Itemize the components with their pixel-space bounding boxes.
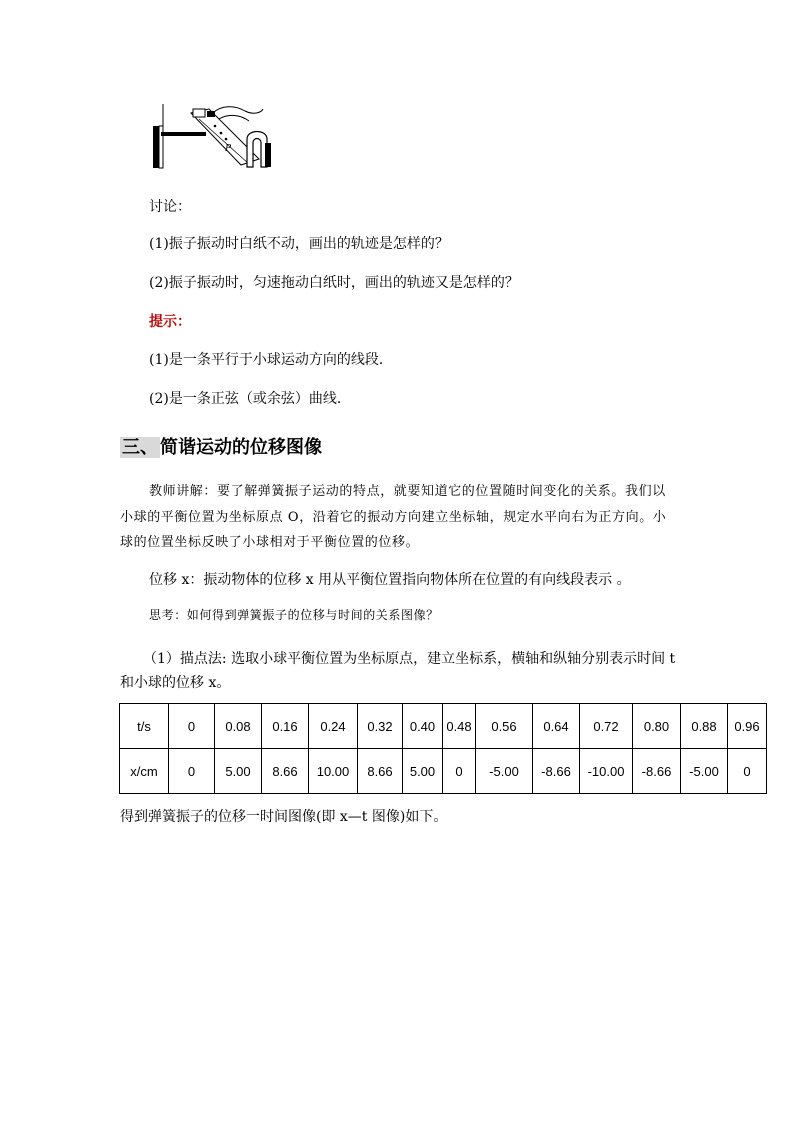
method-line-2: 和小球的位移 x。 (120, 675, 231, 691)
table-cell: 0.56 (476, 704, 533, 749)
table-cell: 0 (443, 749, 476, 794)
teacher-explanation-line-2: 小球的平衡位置为坐标原点 O，沿着它的振动方向建立坐标轴，规定水平向右为正方向。小 (120, 510, 667, 525)
table-cell: 0 (728, 749, 767, 794)
teacher-explanation-line-1: 教师讲解：要了解弹簧振子运动的特点，就要知道它的位置随时间变化的关系。我们以 (149, 484, 666, 499)
table-cell: 0.80 (633, 704, 681, 749)
discussion-question-1: (1)振子振动时白纸不动，画出的轨迹是怎样的？ (149, 236, 449, 252)
teacher-explanation-line-3: 球的位置坐标反映了小球相对于平衡位置的位移。 (120, 535, 420, 550)
table-cell: 0.08 (215, 704, 262, 749)
table-cell: -5.00 (681, 749, 728, 794)
table-cell: x/cm (120, 749, 169, 794)
table-cell: -8.66 (633, 749, 681, 794)
table-cell: 10.00 (309, 749, 358, 794)
table-cell: t/s (120, 704, 169, 749)
table-cell: 5.00 (215, 749, 262, 794)
table-cell: 0.32 (358, 704, 403, 749)
hint-answer-2: (2)是一条正弦（或余弦）曲线． (149, 391, 351, 407)
table-row-time (120, 704, 767, 749)
table-cell: 0.72 (580, 704, 633, 749)
displacement-definition: 位移 x：振动物体的位移 x 用从平衡位置指向物体所在位置的有向线段表示 。 (149, 572, 631, 588)
table-cell: 0.88 (681, 704, 728, 749)
table-row-displacement (120, 749, 767, 794)
table-cell: -10.00 (580, 749, 633, 794)
discussion-question-2: (2)振子振动时，匀速拖动白纸时，画出的轨迹又是怎样的？ (149, 275, 519, 291)
table-cell: 0.16 (262, 704, 309, 749)
table-cell: 0.40 (403, 704, 443, 749)
table-cell: 0 (169, 749, 215, 794)
discussion-title: 讨论： (149, 199, 191, 215)
point-p-label: P (225, 144, 232, 154)
table-cell: 5.00 (403, 749, 443, 794)
table-cell: 0.64 (533, 704, 580, 749)
conclusion-text: 得到弹簧振子的位移一时间图像(即 x—t 图像)如下。 (120, 809, 448, 825)
section-number: 三、 (122, 437, 158, 458)
table-cell: -5.00 (476, 749, 533, 794)
hint-label: 提示： (149, 314, 191, 330)
table-cell: -8.66 (533, 749, 580, 794)
think-question: 思考：如何得到弹簧振子的位移与时间的关系图像？ (149, 608, 439, 622)
table-cell: 8.66 (358, 749, 403, 794)
table-cell: 0.96 (728, 704, 767, 749)
section-heading (120, 433, 322, 459)
method-line-1: （1）描点法: 选取小球平衡位置为坐标原点，建立坐标系，横轴和纵轴分别表示时间 t (143, 651, 676, 667)
hint-answer-1: (1)是一条平行于小球运动方向的线段． (149, 352, 393, 368)
table-cell: 8.66 (262, 749, 309, 794)
section-title: 简谐运动的位移图像 (160, 437, 322, 458)
spring-oscillator-apparatus-figure (149, 99, 279, 171)
table-cell: 0.48 (443, 704, 476, 749)
time-displacement-table (119, 703, 767, 794)
table-cell: 0 (169, 704, 215, 749)
table-cell: 0.24 (309, 704, 358, 749)
